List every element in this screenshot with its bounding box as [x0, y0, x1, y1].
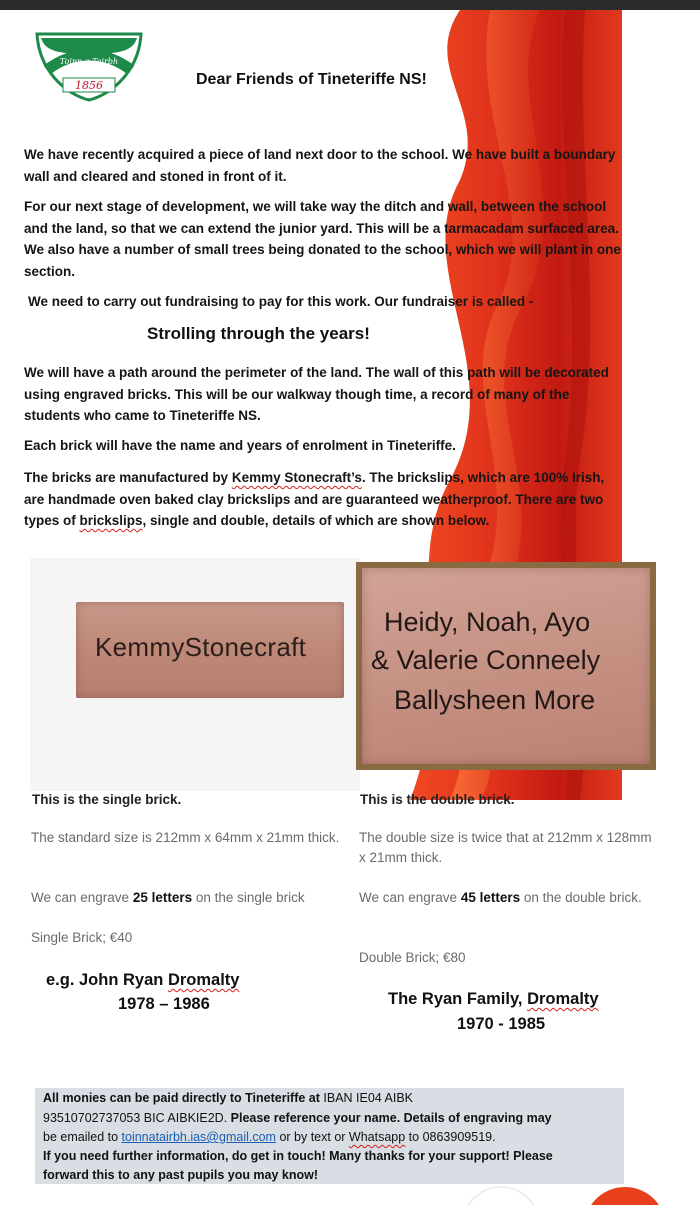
- payment-line-1: All monies can be paid directly to Tineteriffe at IBAN IE04 AIBK: [43, 1091, 414, 1105]
- single-brick-price: Single Brick; €40: [31, 930, 133, 945]
- double-brick-engraving-line-3: Ballysheen More: [394, 685, 596, 715]
- crest-year: 1856: [75, 79, 103, 92]
- decorative-circle: [584, 1187, 666, 1205]
- double-brick-price: Double Brick; €80: [359, 950, 466, 965]
- payment-line-3: be emailed to toinnatairbh.ias@gmail.com or by text or Whatsapp to 0863909519.: [43, 1130, 496, 1144]
- double-brick-engraving-line-1: Heidy, Noah, Ayo: [384, 607, 591, 637]
- fundraiser-name: Strolling through the years!: [147, 324, 370, 343]
- double-brick-label: This is the double brick.: [360, 792, 515, 807]
- payment-line-5: forward this to any past pupils you may know!: [43, 1168, 319, 1182]
- double-brick-example-name: The Ryan Family, Dromalty: [388, 990, 599, 1008]
- paragraph-fundraising: We need to carry out fundraising to pay for this work. Our fundraiser is called -: [28, 294, 534, 309]
- single-brick-size: The standard size is 212mm x 64mm x 21mm thick.: [31, 830, 340, 845]
- crest-motto: Toinn a Tairbh: [59, 57, 119, 66]
- double-brick-engraving-line-2: & Valerie Conneely: [371, 645, 601, 675]
- paragraph-land: We have recently acquired a piece of land next door to the school. We have built a boundary wall and cleared and stoned in front of it.: [24, 147, 616, 184]
- paragraph-brick-name: Each brick will have the name and years of enrolment in Tineteriffe.: [24, 438, 456, 453]
- email-link[interactable]: toinnatairbh.ias@gmail.com: [121, 1130, 276, 1144]
- double-brick-size: The double size is twice that at 212mm x 128mm x 21mm thick.: [359, 830, 652, 865]
- school-crest-logo: [33, 30, 145, 102]
- double-brick-example-years: 1970 - 1985: [457, 1015, 546, 1033]
- single-brick-example-years: 1978 – 1986: [118, 995, 210, 1013]
- single-brick-engraving: KemmyStonecraft: [95, 632, 307, 662]
- single-brick-example-name: e.g. John Ryan Dromalty: [46, 971, 240, 989]
- payment-line-4: If you need further information, do get in touch! Many thanks for your support! Please: [43, 1149, 553, 1163]
- decorative-arc: [462, 1186, 540, 1205]
- payment-line-2: 93510702737053 BIC AIBKIE2D. Please reference your name. Details of engraving may: [43, 1111, 552, 1125]
- letter-title: Dear Friends of Tineteriffe NS!: [196, 71, 427, 88]
- top-bar: [0, 0, 700, 10]
- single-brick-engrave: We can engrave 25 letters on the single brick: [31, 890, 305, 905]
- paragraph-development: For our next stage of development, we will take way the ditch and wall, between the school and the land, so that we can extend the junior yard. This will be a tarmacadam surfaced area. We also have a number of small trees being donated to the school, which we will plant in one section.: [24, 199, 621, 279]
- paragraph-path: We will have a path around the perimeter of the land. The wall of this path will be decorated using engraved bricks. This will be our walkway though time, a record of many of the students who came to Tineteriffe NS.: [24, 365, 609, 423]
- single-brick-label: This is the single brick.: [32, 792, 182, 807]
- paragraph-manufacturer: The bricks are manufactured by Kemmy Stonecraft’s. The brickslips, which are 100% Irish, are handmade oven baked clay brickslips and are guaranteed weatherproof. There are two types of brickslips, single and double, details of which are shown below.: [24, 470, 605, 528]
- double-brick-engrave: We can engrave 45 letters on the double brick.: [359, 890, 642, 905]
